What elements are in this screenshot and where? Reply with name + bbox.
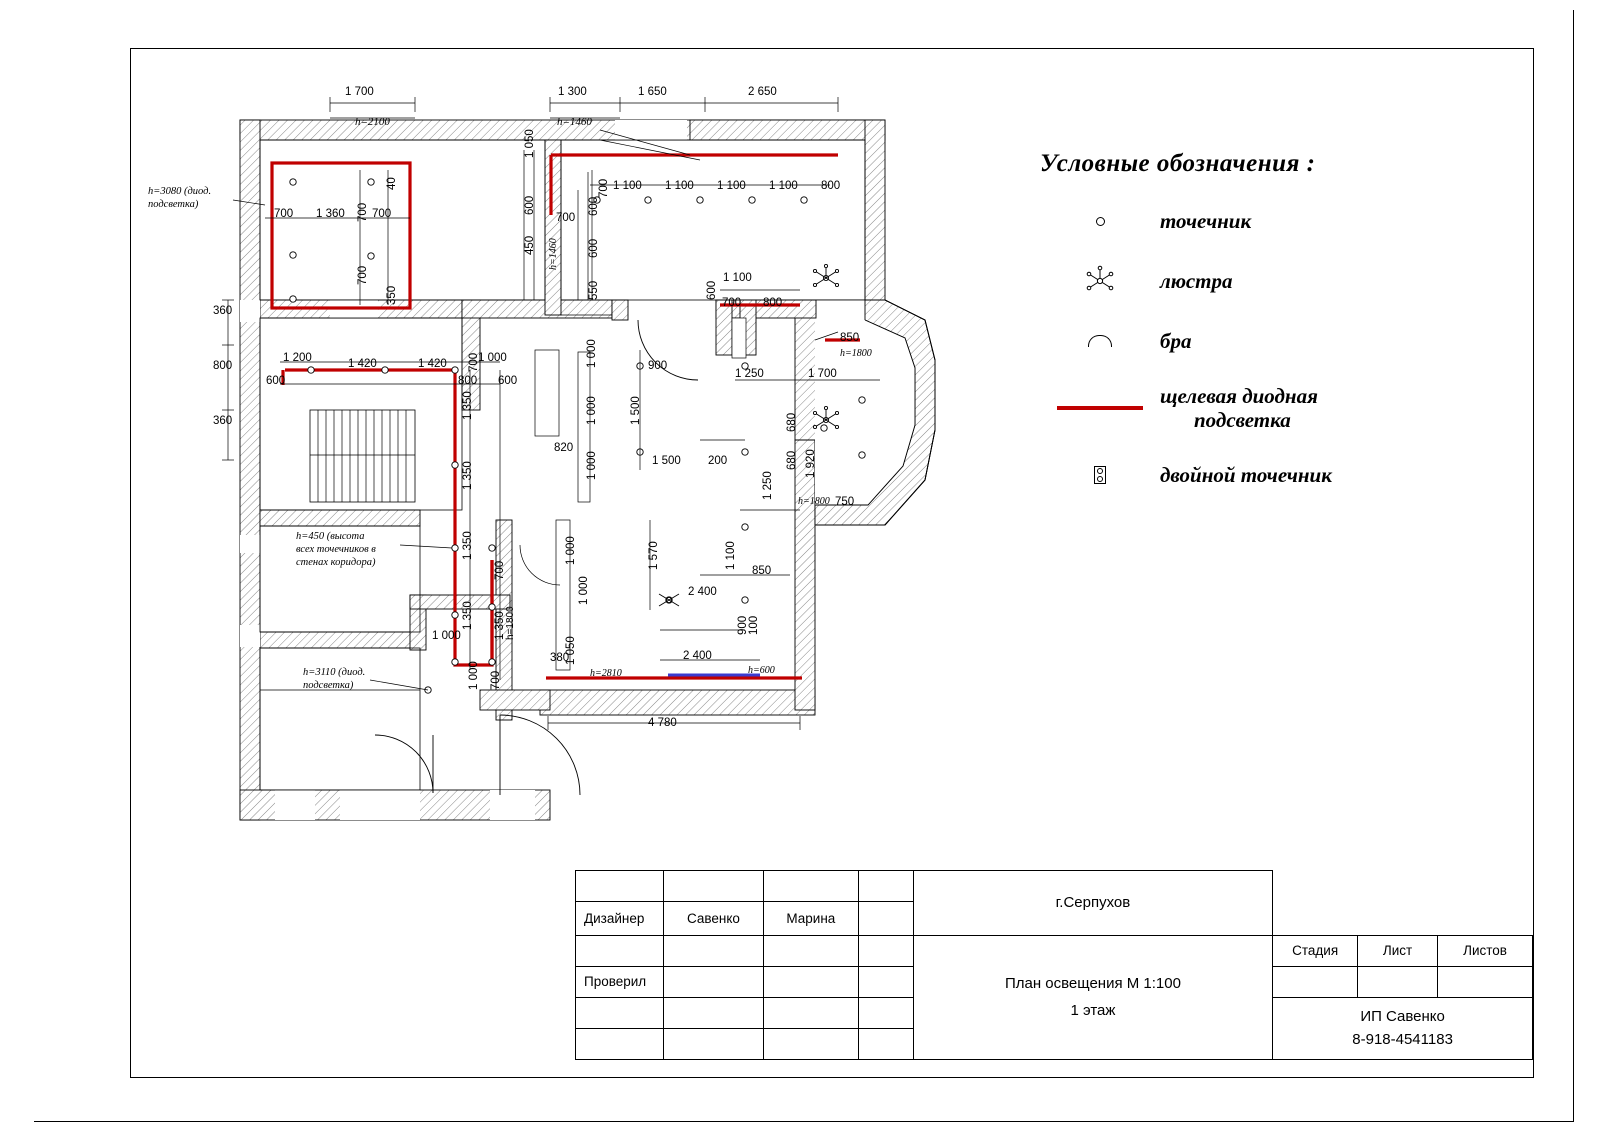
legend-label-led-strip-line1: щелевая диодная	[1160, 384, 1318, 408]
tb-cell-empty	[576, 1028, 664, 1059]
tb-surname: Савенко	[663, 902, 763, 936]
tb-cell-empty	[663, 935, 763, 966]
tb-title-text: План освещения М 1:100	[1004, 975, 1181, 993]
title-block	[575, 870, 1533, 1060]
point-light-icon	[1040, 217, 1160, 226]
tb-cell-empty	[763, 935, 858, 966]
tb-cell-empty	[858, 871, 913, 902]
note-3110-line1: h=3110 (диод.	[303, 667, 366, 678]
tb-cell-empty	[663, 966, 763, 997]
legend-label-sconce: бра	[1160, 328, 1192, 353]
legend-item-double-point-light	[1040, 458, 1470, 492]
tb-drawing-title	[913, 935, 1273, 1059]
tb-stage-value	[1273, 966, 1358, 997]
legend-label-chandelier: люстра	[1160, 268, 1233, 293]
led-strip-icon	[1040, 406, 1160, 410]
legend-item-sconce	[1040, 324, 1470, 358]
tb-cell-empty	[858, 997, 913, 1028]
tb-cell-empty	[858, 1028, 913, 1059]
tb-name: Марина	[763, 902, 858, 936]
note-3080-line2: подсветка)	[148, 199, 199, 211]
tb-role-designer: Дизайнер	[576, 902, 664, 936]
legend-item-led-strip	[1040, 384, 1470, 432]
legend-label-double-point-light: двойной точечник	[1160, 463, 1332, 488]
tb-cell-empty	[576, 871, 664, 902]
note-3080-line1: h=3080 (диод.	[148, 186, 212, 197]
note-450-line2: всех точечников в	[296, 544, 376, 556]
tb-stage-header: Стадия	[1273, 935, 1358, 966]
note-3110-line2: подсветка)	[303, 680, 354, 692]
tb-company: ИП Савенко	[1360, 1008, 1445, 1026]
tb-cell-empty	[763, 871, 858, 902]
tb-cell-empty	[858, 935, 913, 966]
legend-title: Условные обозначения :	[1040, 150, 1316, 177]
legend-label-led-strip-line2: подсветка	[1194, 408, 1291, 433]
tb-cell-empty	[1273, 871, 1358, 936]
tb-cell-empty	[663, 997, 763, 1028]
double-point-light-icon	[1040, 466, 1160, 484]
tb-sheet-value	[1358, 966, 1438, 997]
tb-sheet-header: Лист	[1358, 935, 1438, 966]
tb-cell-empty	[663, 871, 763, 902]
tb-cell-empty	[576, 935, 664, 966]
tb-cell-empty	[1358, 871, 1438, 936]
legend-item-point-light	[1040, 204, 1470, 238]
tb-sheets-value	[1438, 966, 1533, 997]
tb-cell-empty	[763, 966, 858, 997]
tb-cell-empty	[763, 997, 858, 1028]
tb-company-block	[1273, 997, 1533, 1059]
legend-panel	[1040, 150, 1470, 492]
tb-cell-empty	[663, 1028, 763, 1059]
tb-sheets-header: Листов	[1438, 935, 1533, 966]
tb-cell-empty	[1438, 871, 1533, 936]
chandelier-icon	[1040, 264, 1160, 298]
point-lights	[290, 179, 865, 693]
tb-floor-text: 1 этаж	[1070, 1002, 1116, 1020]
tb-role-checked: Проверил	[576, 966, 664, 997]
legend-label-point-light: точечник	[1160, 208, 1252, 233]
note-450-line1: h=450 (высота	[296, 531, 365, 542]
drawing-sheet: 1 700 1 300 1 650 2 650 h=2100 h=1460 1 100 1 100 1 100 1 100 800 360 800 360 700 1 360 700 700 700 350 40 1 200 1 420 1 420 700 1 000 600 800 600 1 350 1 350 1 350 1 350 700 1 350 h=1800 1 000 1 000 700 1 050 450 600 550 600 600 700 700 h=1460 1 100 700 800 600 850 h=1800 1 250 1 700 750 h=1800 680 680 1 920 1 250 1 570 1 100 850 900 100 2 400 2 400 900 1 000 1 000 1 000 1 000 1 000 1 050 380 1 500 1 500 200 820 h=2810 h=600 4 780 h=3080 (диод. подсветка) h=450 (высота всех точечников в стенах коридора) h=3110 (диод. подсветка) Условные обозначения : точечник люстра бра щелевая диодная подсветка двойной точечник г.Серпухов Дизайнер Савенко Марина План освещения М 1:100 1 этаж Стадия Лист Листов Проверил ИП Савенко 8-918-4541183	[0, 0, 1600, 1132]
legend-item-chandelier	[1040, 264, 1470, 298]
note-450-line3: стенах коридора)	[296, 557, 376, 569]
tb-cell-empty	[576, 997, 664, 1028]
tb-cell-empty	[858, 902, 913, 936]
tb-city: г.Серпухов	[913, 871, 1273, 936]
tb-cell-empty	[763, 1028, 858, 1059]
tb-phone: 8-918-4541183	[1352, 1031, 1453, 1049]
sconce-icon	[1040, 335, 1160, 347]
tb-cell-empty	[858, 966, 913, 997]
